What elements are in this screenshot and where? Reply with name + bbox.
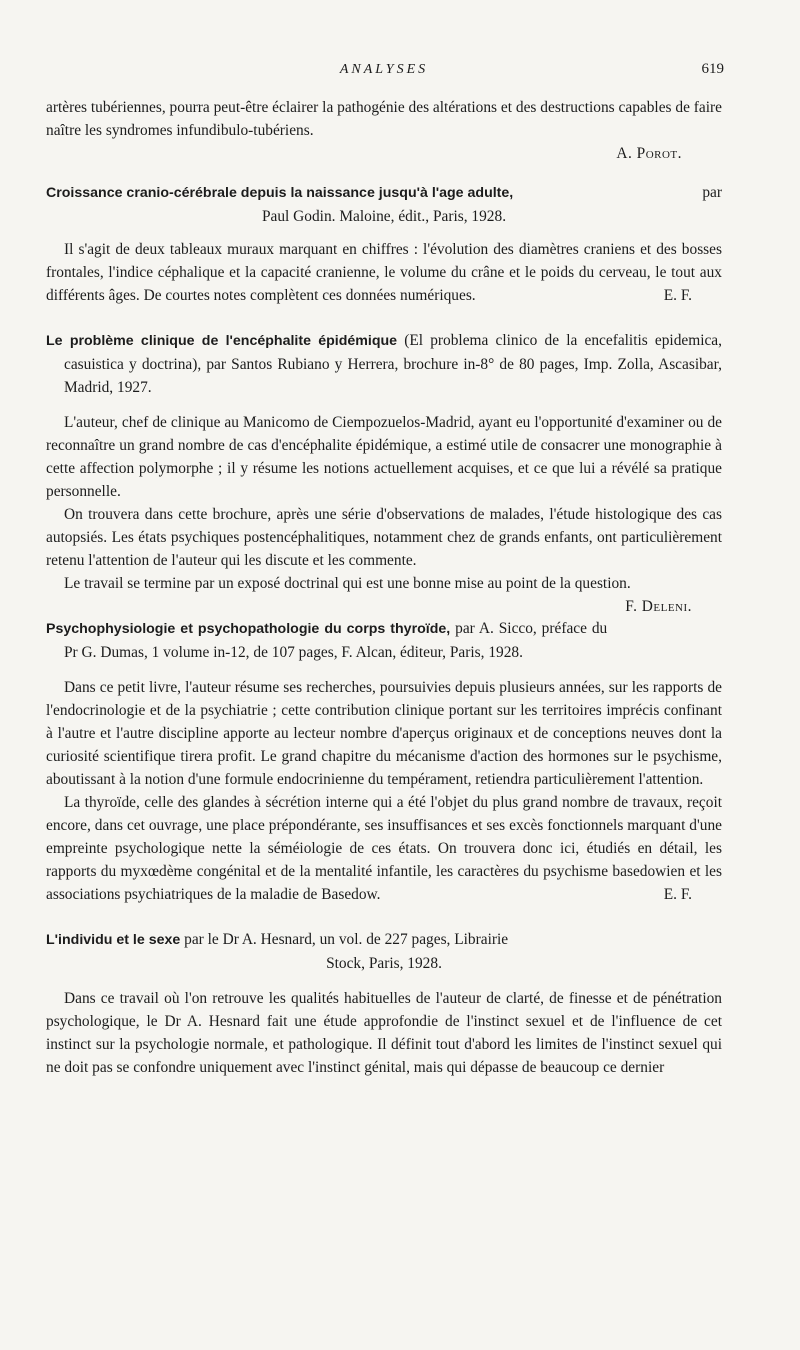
review-paragraph: [46, 791, 722, 906]
review-meta: Paul Godin. Maloine, édit., Paris, 1928.: [261, 208, 507, 225]
review-entry: [46, 329, 722, 615]
review-entry: [46, 617, 722, 906]
intro-paragraph: artères tubériennes, pourra peut-être éclairer la pathogénie des altérations et des destructions capables de faire naître les syndromes infundibulo-tubériens.: [46, 99, 722, 139]
review-paragraph: [46, 238, 722, 307]
review-title: Le problème clinique de l'encéphalite épidémique: [46, 333, 398, 349]
review-paragraph-text: La thyroïde, celle des glandes à sécrétion interne qui a été l'objet du plus grand nombre de travaux, reçoit encore, dans cet ouvrage, une place prépondérante, ses insuffisances et ses excès fonctionnels marquant d'une empreinte psychologique nette la séméiologie de ces états. On trouvera donc ici, étudiés en détail, les rapports du myxœdème congénital et de la mentalité infantile, les caractères du psychisme basedowien et les associations psychiatriques de la maladie de Basedow.: [46, 794, 722, 903]
review-entry: [46, 928, 722, 1079]
review-heading: [46, 928, 722, 975]
review-paragraph: L'auteur, chef de clinique au Manicomo de Ciempozuelos-Madrid, ayant eu l'opportunité d'examiner ou de reconnaître un grand nombre de cas d'encéphalite épidémique, a estimé utile de consacrer une monographie à cette affection polymorphe ; il y résume les notions actuellement acquises, et ce que lui a révélé sa pratique personnelle.: [46, 414, 722, 500]
review-meta: par A. Sicco, préface du Pr G. Dumas, 1 volume in-12, de 107 pages, F. Alcan, éditeur, Paris, 1928.: [64, 620, 608, 661]
review-paragraph-text: Il s'agit de deux tableaux muraux marquant en chiffres : l'évolution des diamètres craniens et des bosses frontales, l'indice céphalique et la capacité cranienne, le volume du crâne et le poids du cerveau, le tout aux différents âges. De courtes notes complètent ces données numériques.: [46, 241, 722, 304]
review-paragraph: [46, 572, 722, 615]
review-paragraph: Dans ce travail où l'on retrouve les qualités habituelles de l'auteur de clarté, de finesse et de pénétration psychologique, le Dr A. Hesnard fait une étude approfondie de l'instinct sexuel et de l'influence de cet instinct sur la psychologie normale, et pathologique. Il définit tout d'abord les limites de l'instinct sexuel qui ne doit pas se confondre uniquement avec l'instinct génital, mais qui dépasse de beaucoup ce dernier: [46, 990, 722, 1076]
review-paragraph: On trouvera dans cette brochure, après une série d'observations de malades, l'étude histologique des cas autopsiés. Les états psychiques postencéphalitiques, notamment chez de grands enfants, ont particulièrement retenu l'attention de l'auteur qui les discute et les commente.: [46, 506, 722, 569]
review-heading: [46, 617, 722, 664]
review-meta: par le Dr A. Hesnard, un vol. de 227 pages, Librairie: [184, 931, 509, 948]
intro-section: [46, 96, 722, 165]
review-signature: E. F.: [663, 886, 692, 903]
intro-signature: A. Porot.: [616, 145, 682, 162]
running-title: ANALYSES: [339, 62, 429, 77]
review-heading: [46, 329, 722, 399]
review-title: Croissance cranio-cérébrale depuis la naissance jusqu'à l'age adulte,: [46, 185, 514, 201]
review-signature: E. F.: [663, 287, 692, 304]
review-signature: F. Deleni.: [625, 598, 692, 615]
review-title: Psychophysiologie et psychopathologie du corps thyroïde,: [46, 621, 451, 637]
review-entry: [46, 181, 722, 307]
review-title: L'individu et le sexe: [46, 932, 181, 948]
review-meta: (El problema clinico de la encefalitis epidemica, casuistica y doctrina), par Santos Rubiano y Herrera, brochure in-8° de 80 pages, Imp. Zolla, Ascasibar, Madrid, 1927.: [64, 332, 722, 396]
page-number: 619: [701, 61, 724, 77]
review-paragraph: Dans ce petit livre, l'auteur résume ses recherches, poursuivies depuis plusieurs années, sur les rapports de l'endocrinologie et de la psychiatrie ; cette contribution clinique portant sur les territoires imprécis confinant à l'autre et l'autre discipline apporte au lecteur nombre d'aperçus originaux et de conceptions neuves dont la curiosité scientifique tirera profit. Le grand chapitre du mécanisme d'action des hormones sur le psychisme, aboutissant à la notion d'une formule endocrinienne du tempérament, retiendra particulièrement l'attention.: [46, 679, 722, 788]
page: [46, 58, 722, 1079]
review-paragraph-text: Le travail se termine par un exposé doctrinal qui est une bonne mise au point de la question.: [64, 575, 631, 592]
review-meta: par: [702, 184, 722, 201]
running-header: [46, 58, 722, 82]
review-heading: [46, 181, 722, 228]
review-meta: Stock, Paris, 1928.: [326, 955, 442, 972]
